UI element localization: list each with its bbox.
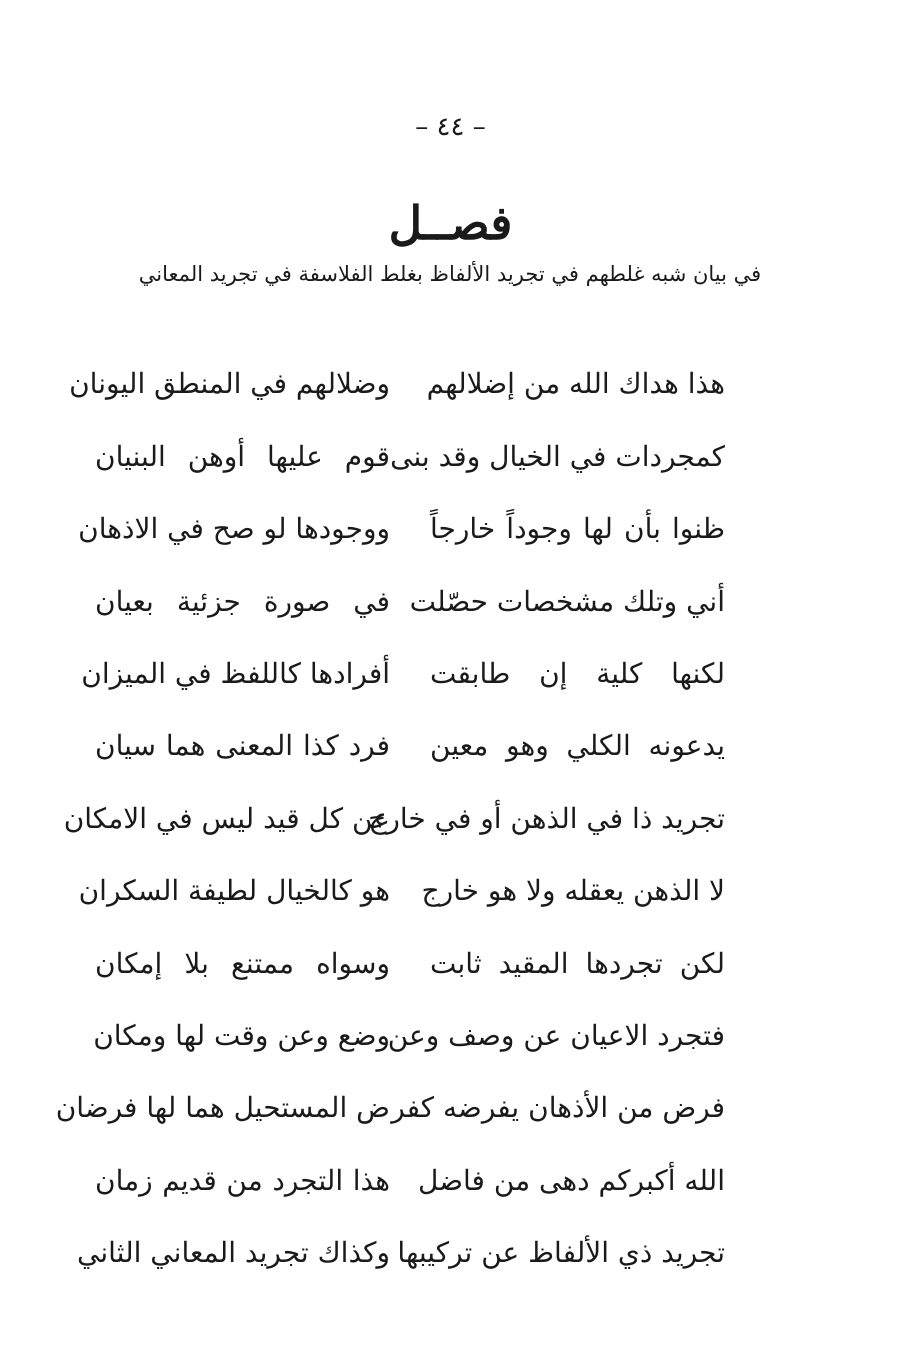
hemistich-first: فتجرد الاعيان عن وصف وعن bbox=[387, 1018, 725, 1052]
hemistich-first: هذا هداك الله من إضلالهم bbox=[426, 367, 725, 401]
hemistich-first: كمجردات في الخيال وقد بنى bbox=[390, 439, 725, 473]
hemistich-first: أني وتلك مشخصات حصّلت bbox=[409, 584, 725, 618]
hemistich-first: الله أكبركم دهى من فاضل bbox=[418, 1163, 725, 1197]
hemistich-second: وسواه ممتنع بلا إمكان bbox=[95, 946, 390, 980]
verse-line bbox=[95, 927, 725, 999]
hemistich-second: فرد كذا المعنى هما سيان bbox=[95, 729, 390, 763]
hemistich-second: وضلالهم في المنطق اليونان bbox=[69, 367, 390, 401]
hemistich-second: ض المستحيل هما لها فرضان bbox=[55, 1091, 390, 1125]
hemistich-second: هذا التجرد من قديم زمان bbox=[95, 1163, 390, 1197]
hemistich-second: قوم عليها أوهن البنيان bbox=[95, 439, 390, 473]
verse-line bbox=[95, 1000, 725, 1072]
hemistich-second: أفرادها كاللفظ في الميزان bbox=[81, 656, 390, 690]
hemistich-second: في صورة جزئية بعيان bbox=[95, 584, 390, 618]
section-title: فصــل bbox=[388, 196, 513, 250]
hemistich-first: تجريد ذا في الذهن أو في خارج bbox=[368, 801, 725, 835]
hemistich-first: ظنوا بأن لها وجوداً خارجاً bbox=[430, 512, 725, 546]
verse-line bbox=[69, 348, 725, 420]
verse-line bbox=[55, 1072, 725, 1144]
hemistich-first: لكنها كلية إن طابقت bbox=[430, 656, 725, 690]
verse-line bbox=[95, 710, 725, 782]
poem bbox=[55, 348, 725, 1289]
hemistich-first: لكن تجردها المقيد ثابت bbox=[430, 946, 725, 980]
hemistich-second: وضع وعن وقت لها ومكان bbox=[93, 1018, 390, 1052]
hemistich-first: لا الذهن يعقله ولا هو خارج bbox=[421, 874, 725, 908]
verse-line bbox=[95, 420, 725, 492]
hemistich-first: فرض من الأذهان يفرضه كفر bbox=[391, 1091, 725, 1125]
hemistich-second: ووجودها لو صح في الاذهان bbox=[78, 512, 390, 546]
verse-line bbox=[76, 1217, 725, 1289]
verse-line bbox=[95, 565, 725, 637]
hemistich-first: تجريد ذي الألفاظ عن تركيبها bbox=[397, 1236, 725, 1270]
hemistich-second: هو كالخيال لطيفة السكران bbox=[78, 874, 390, 908]
hemistich-second: وكذاك تجريد المعاني الثاني bbox=[76, 1236, 390, 1270]
verse-line bbox=[78, 855, 725, 927]
hemistich-first: يدعونه الكلي وهو معين bbox=[430, 729, 725, 763]
verse-line bbox=[95, 1144, 725, 1216]
verse-line bbox=[81, 638, 725, 710]
hemistich-second: عن كل قيد ليس في الامكان bbox=[63, 801, 390, 835]
page-number: – ٤٤ – bbox=[415, 112, 486, 142]
verse-line bbox=[78, 493, 725, 565]
section-subtitle: في بيان شبه غلطهم في تجريد الألفاظ بغلط الفلاسفة في تجريد المعاني bbox=[138, 262, 762, 286]
verse-line bbox=[63, 782, 725, 854]
